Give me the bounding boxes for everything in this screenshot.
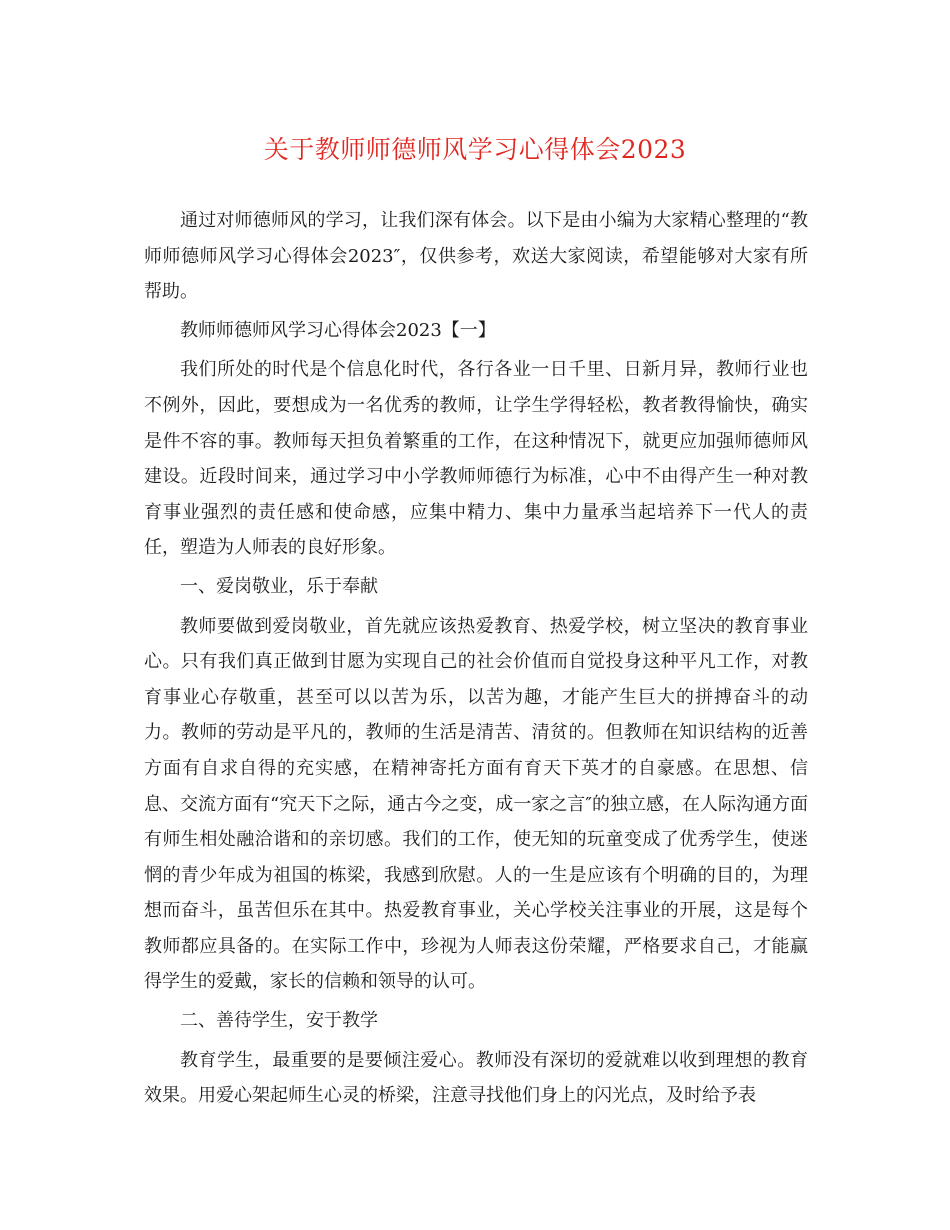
subheading-treat-students: 二、善待学生，安于教学 (180, 1010, 378, 1032)
subheading-love-job: 一、爱岗敬业，乐于奉献 (180, 575, 378, 597)
intro-paragraph: 通过对师德师风的学习，让我们深有体会。以下是由小编为大家精心整理的“教师师德师风学习心得体会2023″，仅供参考，欢送大家阅读，希望能够对大家有所帮助。 (144, 210, 808, 303)
body-paragraph: 教师要做到爱岗敬业，首先就应该热爱教育、热爱学校，树立坚决的教育事业心。只有我们真正做到甘愿为实现自己的社会价值而自觉投身这种平凡工作，对教育事业心存敬重，甚至可以以苦为乐，以苦为趣，才能产生巨大的拼搏奋斗的动力。教师的劳动是平凡的，教师的生活是清苦、清贫的。但教师在知识结构的近善方面有自求自得的充实感，在精神寄托方面有育天下英才的自豪感。在思想、信息、交流方面有“究天下之际，通古今之变，成一家之言″的独立感，在人际沟通方面有师生相处融洽谐和的亲切感。我们的工作，使无知的玩童变成了优秀学生，使迷惘的青少年成为祖国的栋梁，我感到欣慰。人的一生是应该有个明确的目的，为理想而奋斗，虽苦但乐在其中。热爱教育事业，关心学校关注事业的开展，这是每个教师都应具备的。在实际工作中，珍视为人师表这份荣耀，严格要求自己，才能赢得学生的爱戴，家长的信赖和领导的认可。 (144, 615, 808, 993)
body-paragraph: 我们所处的时代是个信息化时代，各行各业一日千里、日新月异，教师行业也不例外，因此，要想成为一名优秀的教师，让学生学得轻松，教者教得愉快，确实是件不容的事。教师每天担负着繁重的工作，在这种情况下，就更应加强师德师风建设。近段时间来，通过学习中小学教师师德行为标准，心中不由得产生一种对教育事业强烈的责任感和使命感，应集中精力、集中力量承当起培养下一代人的责任，塑造为人师表的良好形象。 (144, 359, 808, 559)
document-body (144, 203, 808, 1117)
body-paragraph: 教育学生，最重要的是要倾注爱心。教师没有深切的爱就难以收到理想的教育效果。用爱心架起师生心灵的桥梁，注意寻找他们身上的闪光点，及时给予表 (144, 1049, 808, 1107)
section-heading-part-one: 教师师德师风学习心得体会2023【一】 (180, 319, 496, 341)
document-title: 关于教师师德师风学习心得体会2023 (263, 135, 687, 164)
